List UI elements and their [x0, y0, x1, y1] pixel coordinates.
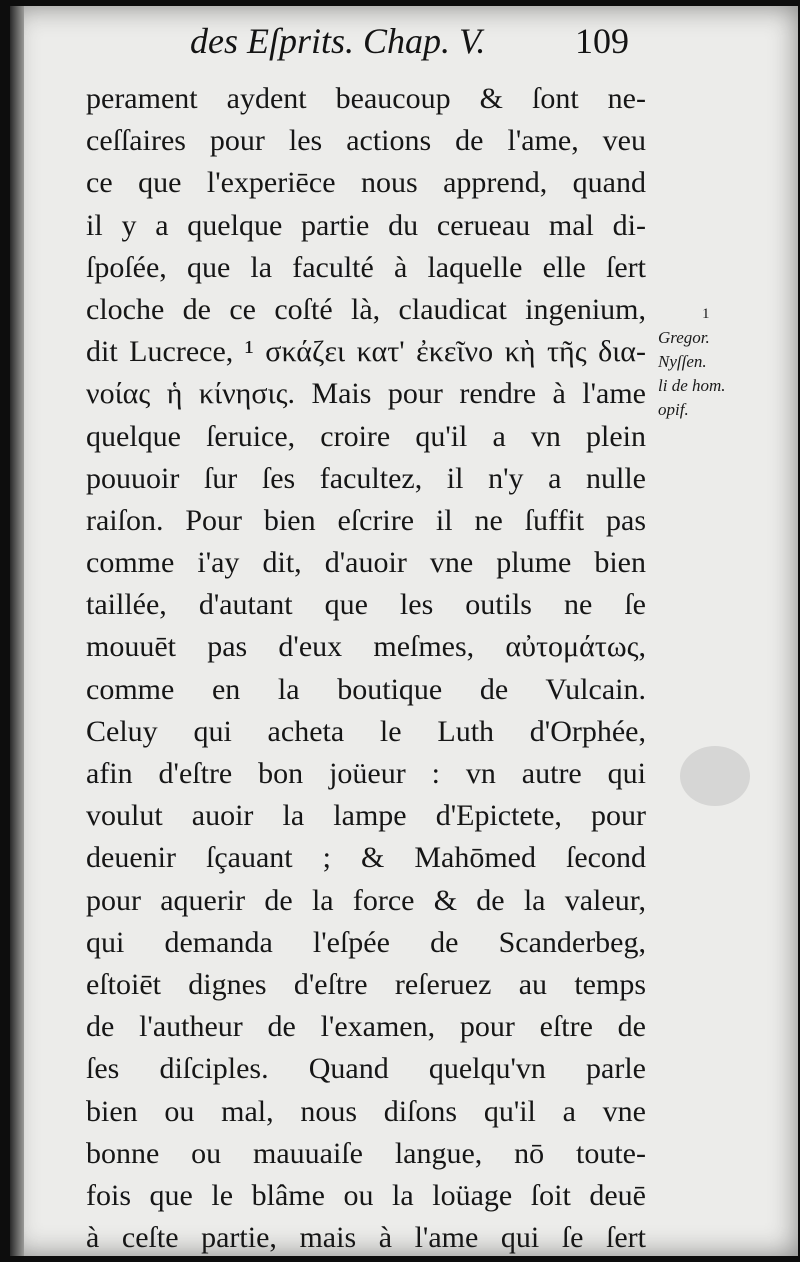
text-line: bonne ou mauuaiſe langue, nō toute-: [86, 1136, 646, 1170]
text-line: ce que l'experiēce nous apprend, quand: [86, 166, 646, 200]
footnote-marker: 1: [702, 306, 710, 322]
running-header: [190, 20, 629, 62]
text-line: νοίας ἡ κίνησις. Mais pour rendre à l'ame: [86, 377, 646, 411]
text-line: deuenir ſçauant ; & Mahōmed ſecond: [86, 841, 646, 875]
text-line: fois que le blâme ou la loüage ſoit deuē: [86, 1178, 646, 1212]
text-line: pouuoir ſur ſes facultez, il n'y a nulle: [86, 461, 646, 495]
margin-note-line: li de hom.: [658, 376, 726, 395]
text-line: ſpoſée, que la faculté à laquelle elle ſert: [86, 250, 646, 284]
page-number: 109: [575, 21, 629, 61]
book-page: [10, 6, 798, 1256]
text-line: afin d'eſtre bon joüeur : vn autre qui: [86, 757, 646, 790]
running-title: des Eſprits. Chap. V.: [190, 21, 486, 61]
text-line: de l'autheur de l'examen, pour eſtre de: [86, 1010, 646, 1044]
text-line: cloche de ce coſté là, claudicat ingenium,: [86, 292, 646, 326]
text-line: dit Lucrece, ¹ σκάζει κατ' ἐκεῖνο κὴ τῆς δια-: [86, 335, 646, 369]
text-line: Celuy qui acheta le Luth d'Orphée,: [86, 714, 646, 748]
text-line: à ceſte partie, mais à l'ame qui ſe ſert: [86, 1221, 646, 1255]
text-body: [86, 78, 646, 1259]
text-line: il y a quelque partie du cerueau mal di-: [86, 208, 646, 242]
text-line: pour aquerir de la force & de la valeur,: [86, 883, 646, 917]
text-line: comme en la boutique de Vulcain.: [86, 672, 646, 706]
text-line: quelque ſeruice, croire qu'il a vn plein: [86, 419, 646, 453]
text-line: voulut auoir la lampe d'Epictete, pour: [86, 799, 646, 833]
margin-note-line: opif.: [658, 400, 689, 419]
text-line: mouuēt pas d'eux meſmes, αὐτομάτως,: [86, 630, 646, 664]
margin-note-line: Nyſſen.: [658, 352, 707, 371]
text-line: perament aydent beaucoup & ſont ne-: [86, 82, 646, 115]
text-line: comme i'ay dit, d'auoir vne plume bien: [86, 546, 646, 580]
text-line: ceſſaires pour les actions de l'ame, veu: [86, 124, 646, 158]
marginal-note: [658, 302, 726, 422]
text-line: taillée, d'autant que les outils ne ſe: [86, 588, 646, 622]
text-line: bien ou mal, nous diſons qu'il a vne: [86, 1094, 646, 1128]
ink-stain: [680, 746, 750, 806]
text-line: qui demanda l'eſpée de Scanderbeg,: [86, 925, 646, 959]
text-line: raiſon. Pour bien eſcrire il ne ſuffit pas: [86, 503, 646, 537]
margin-note-line: Gregor.: [658, 328, 710, 347]
text-line: eſtoiēt dignes d'eſtre reſeruez au temps: [86, 967, 646, 1001]
text-line: ſes diſciples. Quand quelqu'vn parle: [86, 1052, 646, 1086]
page-gutter: [10, 6, 24, 1256]
